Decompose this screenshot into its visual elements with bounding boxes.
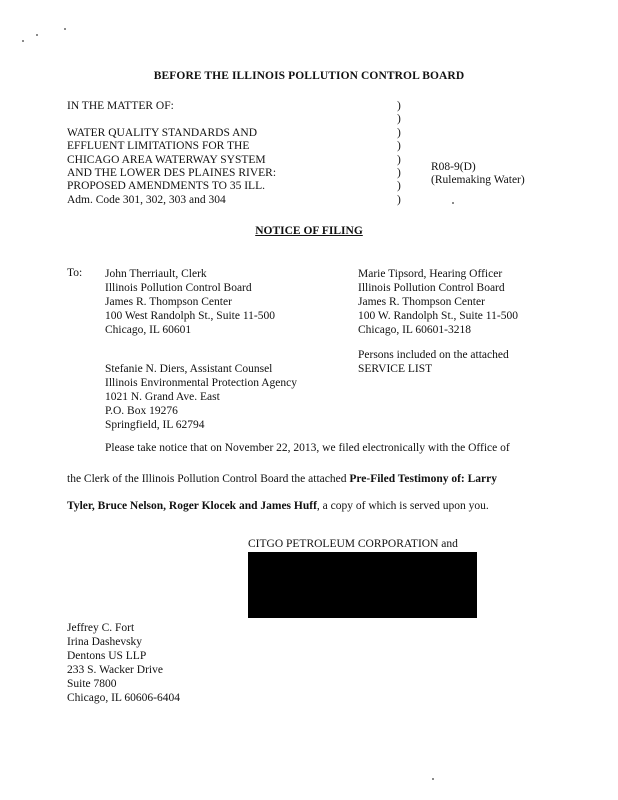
caption-line: AND THE LOWER DES PLAINES RIVER: — [67, 167, 277, 180]
paren: ) — [397, 180, 401, 193]
caption-line: CHICAGO AREA WATERWAY SYSTEM — [67, 153, 266, 166]
address-line: James R. Thompson Center — [358, 296, 485, 308]
address-line: John Therriault, Clerk — [105, 268, 207, 280]
scan-speck — [22, 40, 24, 42]
paren: ) — [397, 100, 401, 112]
body-line-2 — [67, 473, 497, 485]
body-text: the Clerk of the Illinois Pollution Control Board the attached — [67, 473, 350, 485]
to-label: To: — [67, 267, 83, 279]
redacted-signature-block — [248, 552, 477, 618]
address-line: Persons included on the attached — [358, 349, 509, 361]
address-line: 100 W. Randolph St., Suite 11-500 — [358, 310, 518, 322]
scan-speck — [452, 202, 454, 204]
scan-speck — [36, 34, 38, 36]
docket-type: (Rulemaking Water) — [431, 174, 525, 187]
address-clerk — [105, 267, 275, 337]
body-line-1: Please take notice that on November 22, 2013, we filed electronically with the Office of — [105, 442, 510, 454]
paren: ) — [397, 113, 401, 126]
address-line: Chicago, IL 60601 — [105, 324, 192, 336]
scan-speck — [432, 778, 434, 780]
address-counsel — [105, 362, 297, 432]
attorney-line: Irina Dashevsky — [67, 636, 143, 648]
attorney-block — [67, 621, 180, 705]
address-line: Stefanie N. Diers, Assistant Counsel — [105, 363, 273, 375]
address-line: Illinois Pollution Control Board — [105, 282, 252, 294]
scan-speck — [64, 28, 66, 30]
docket-block — [431, 161, 525, 188]
address-line: 100 West Randolph St., Suite 11-500 — [105, 310, 275, 322]
address-line: P.O. Box 19276 — [105, 405, 178, 417]
paren: ) — [397, 153, 401, 166]
caption-line: EFFLUENT LIMITATIONS FOR THE — [67, 140, 250, 153]
caption-paren-column — [397, 100, 401, 207]
notice-title: NOTICE OF FILING — [255, 225, 363, 237]
paren: ) — [397, 167, 401, 180]
case-caption — [67, 100, 276, 207]
paren: ) — [397, 140, 401, 153]
address-line: Illinois Pollution Control Board — [358, 282, 505, 294]
caption-line: Adm. Code 301, 302, 303 and 304 — [67, 193, 226, 206]
caption-line: IN THE MATTER OF: — [67, 100, 174, 112]
caption-line: WATER QUALITY STANDARDS AND — [67, 126, 257, 139]
caption-line — [67, 113, 276, 126]
body-text: , a copy of which is served upon you. — [316, 500, 489, 512]
testimony-title: Pre-Filed Testimony of: Larry — [349, 473, 498, 485]
address-line: Chicago, IL 60601-3218 — [358, 324, 471, 336]
body-line-3 — [67, 500, 489, 512]
address-hearing-officer — [358, 267, 518, 337]
address-line: Illinois Environmental Protection Agency — [105, 377, 297, 389]
paren: ) — [397, 126, 401, 139]
signature-party: CITGO PETROLEUM CORPORATION and — [248, 538, 458, 550]
docket-number: R08-9(D) — [431, 161, 476, 173]
witness-names: Tyler, Bruce Nelson, Roger Klocek and James Huff — [67, 500, 317, 512]
service-list-note — [358, 348, 509, 376]
document-title: BEFORE THE ILLINOIS POLLUTION CONTROL BOARD — [153, 70, 465, 82]
address-line: 1021 N. Grand Ave. East — [105, 391, 220, 403]
address-line: SERVICE LIST — [358, 363, 433, 375]
attorney-line: Dentons US LLP — [67, 650, 147, 662]
attorney-line: Suite 7800 — [67, 678, 117, 690]
paren: ) — [397, 193, 401, 206]
caption-line: PROPOSED AMENDMENTS TO 35 ILL. — [67, 180, 265, 193]
attorney-line: 233 S. Wacker Drive — [67, 664, 163, 676]
address-line: James R. Thompson Center — [105, 296, 232, 308]
attorney-line: Chicago, IL 60606-6404 — [67, 692, 180, 704]
address-line: Springfield, IL 62794 — [105, 419, 205, 431]
address-line: Marie Tipsord, Hearing Officer — [358, 268, 503, 280]
attorney-line: Jeffrey C. Fort — [67, 622, 135, 634]
